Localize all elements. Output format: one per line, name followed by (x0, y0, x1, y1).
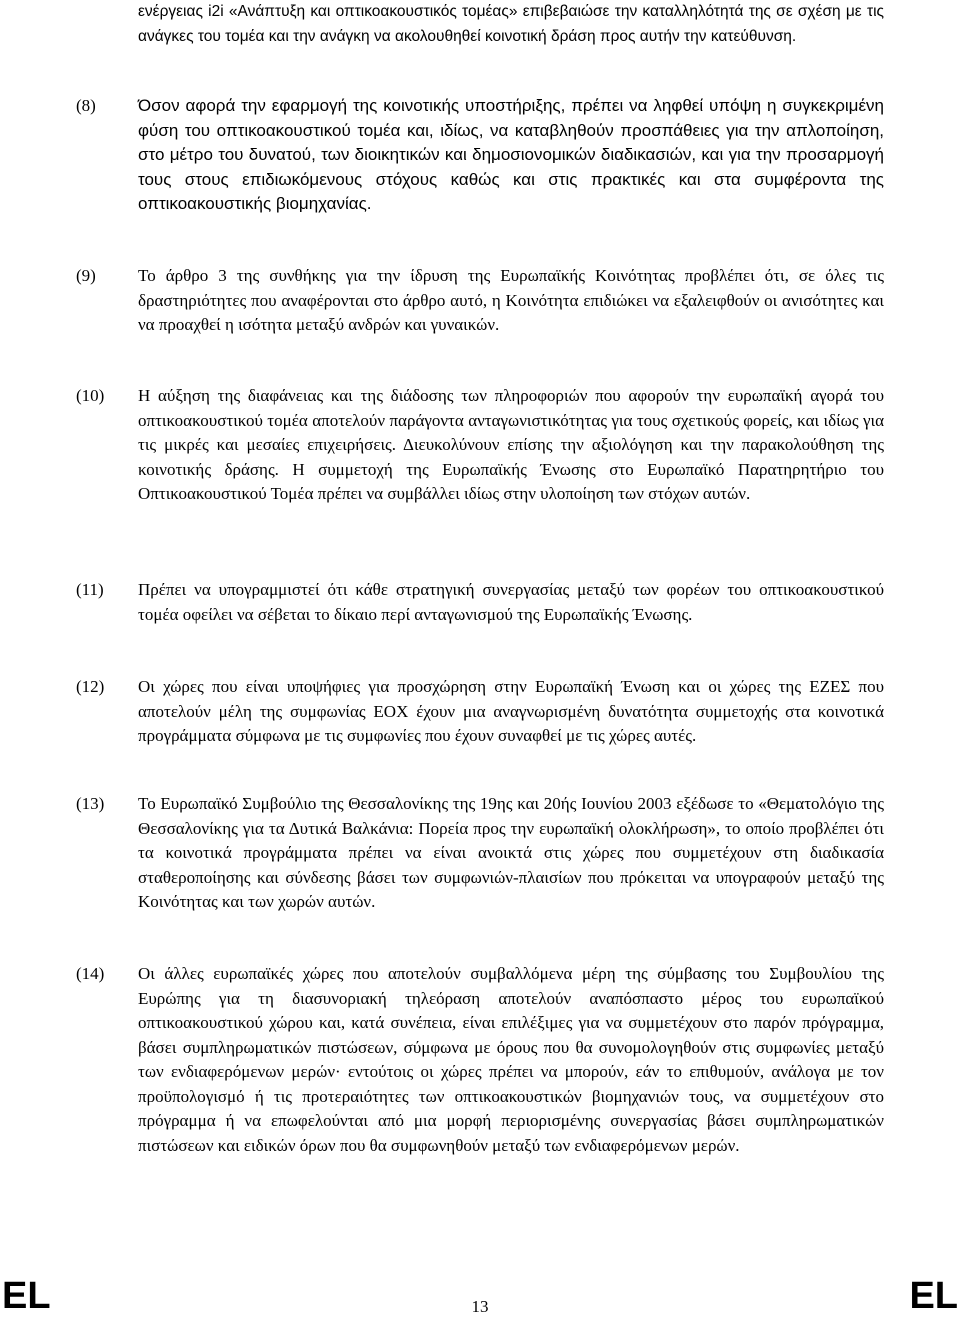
recital-number: (12) (76, 677, 105, 696)
recital-text: Οι άλλες ευρωπαϊκές χώρες που αποτελούν συμβαλλόμενα μέρη της σύμβασης του Συμβουλίου της Ευρώπης για τη διασυνοριακή τηλεόραση αποτελούν αναπόσπαστο μέρος του ευρωπαϊκού οπτικοακουστικού χώρου και, κατά συνέπεια, είναι επιλέξιμες για να συμμετέχουν στο παρόν πρόγραμμα, βάσει συμπληρωματικών πιστώσεων, σύμφωνα με όρους που θα συνομολογηθούν στις συμφωνίες μεταξύ των ενδιαφερόμενων μερών· εντούτοις οι χώρες πρέπει να μπορούν, εάν το επιθυμούν, ανάλογα με τον προϋπολογισμό ή τις προτεραιότητες των οπτικοακουστικών βιομηχανιών τους, να συμμετέχουν στο πρόγραμμα ή να επωφελούνται από μια μορφή περιορισμένης συνεργασίας βάσει συμπληρωματικών πιστώσεων και ειδικών όρων που θα συμφωνηθούν μεταξύ των ενδιαφερόμενων μερών. (138, 964, 884, 1155)
recital-number: (10) (76, 386, 105, 405)
recital-text: Πρέπει να υπογραμμιστεί ότι κάθε στρατηγική συνεργασίας μεταξύ των φορέων του οπτικοακουστικού τομέα οφείλει να σέβεται το δίκαιο περί ανταγωνισμού της Ευρωπαϊκής Ένωσης. (138, 580, 884, 624)
recital-text: Οι χώρες που είναι υποψήφιες για προσχώρηση στην Ευρωπαϊκή Ένωση και οι χώρες της ΕΖΕΣ που αποτελούν μέλη της συμφωνίας ΕΟΧ έχουν μια αναγνωρισμένη δυνατότητα συμμετοχής στα κοινοτικά προγράμματα σύμφωνα με τις συμφωνίες που έχουν συναφθεί με τις χώρες αυτές. (138, 677, 884, 745)
footer-language-left: EL (2, 1275, 51, 1317)
recital-text: Όσον αφορά την εφαρμογή της κοινοτικής υποστήριξης, πρέπει να ληφθεί υπόψη η συγκεκριμένη φύση του οπτικοακουστικού τομέα και, ιδίως, να καταβληθούν προσπάθειες για την απλοποίηση, στο μέτρο του δυνατού, των διοικητικών και δημοσιονομικών διαδικασιών, και για την προσαρμογή τους στους επιδιωκόμενους στόχους καθώς και στις πρακτικές και στα συμφέροντα της οπτικοακουστικής βιομηχανίας. (138, 96, 884, 213)
intro-paragraph: ενέργειας i2i «Ανάπτυξη και οπτικοακουστικός τομέας» επιβεβαιώσε την καταλληλότητά της σε σχέση με τις ανάγκες του τομέα και την ανάγκη να ακολουθηθεί κοινοτική δράση προς αυτήν την κατεύθυνση. (138, 3, 884, 45)
recital-number: (8) (76, 96, 96, 115)
footer-page-number: 13 (471, 1297, 489, 1316)
footer-language-right: EL (909, 1275, 958, 1317)
recital-number: (9) (76, 266, 96, 285)
recital-number: (13) (76, 794, 105, 813)
recital-number: (11) (76, 580, 104, 599)
recital-text: Το Ευρωπαϊκό Συμβούλιο της Θεσσαλονίκης της 19ης και 20ής Ιουνίου 2003 εξέδωσε το «Θεματολόγιο της Θεσσαλονίκης για τα Δυτικά Βαλκάνια: Πορεία προς την ευρωπαϊκή ολοκλήρωση», το οποίο προβλέπει ότι τα κοινοτικά προγράμματα πρέπει να είναι ανοικτά στις χώρες που συμμετέχουν στη διαδικασία σταθεροποίησης και σύνδεσης βάσει των συμφωνιών-πλαισίων που πρόκειται να υπογραφούν μεταξύ της Κοινότητας και των χωρών αυτών. (138, 794, 884, 911)
recital-text: Η αύξηση της διαφάνειας και της διάδοσης των πληροφοριών που αφορούν την ευρωπαϊκή αγορά του οπτικοακουστικού τομέα αποτελούν παράγοντα ανταγωνιστικότητας για τους σχετικούς φορείς, και ιδίως για τις μικρές και μεσαίες επιχειρήσεις. Διευκολύνουν επίσης την αξιολόγηση και την παρακολούθηση της κοινοτικής δράσης. Η συμμετοχή της Ευρωπαϊκής Ένωσης στο Ευρωπαϊκό Παρατηρητήριο του Οπτικοακουστικού Τομέα πρέπει να συμβάλλει ιδίως στην υλοποίηση των στόχων αυτών. (138, 386, 884, 503)
recital-text: Το άρθρο 3 της συνθήκης για την ίδρυση της Ευρωπαϊκής Κοινότητας προβλέπει ότι, σε όλες τις δραστηριότητες που αναφέρονται στο άρθρο αυτό, η Κοινότητα επιδιώκει να εξαλειφθούν οι ανισότητες και να προαχθεί η ισότητα μεταξύ ανδρών και γυναικών. (138, 266, 884, 334)
recital-number: (14) (76, 964, 105, 983)
